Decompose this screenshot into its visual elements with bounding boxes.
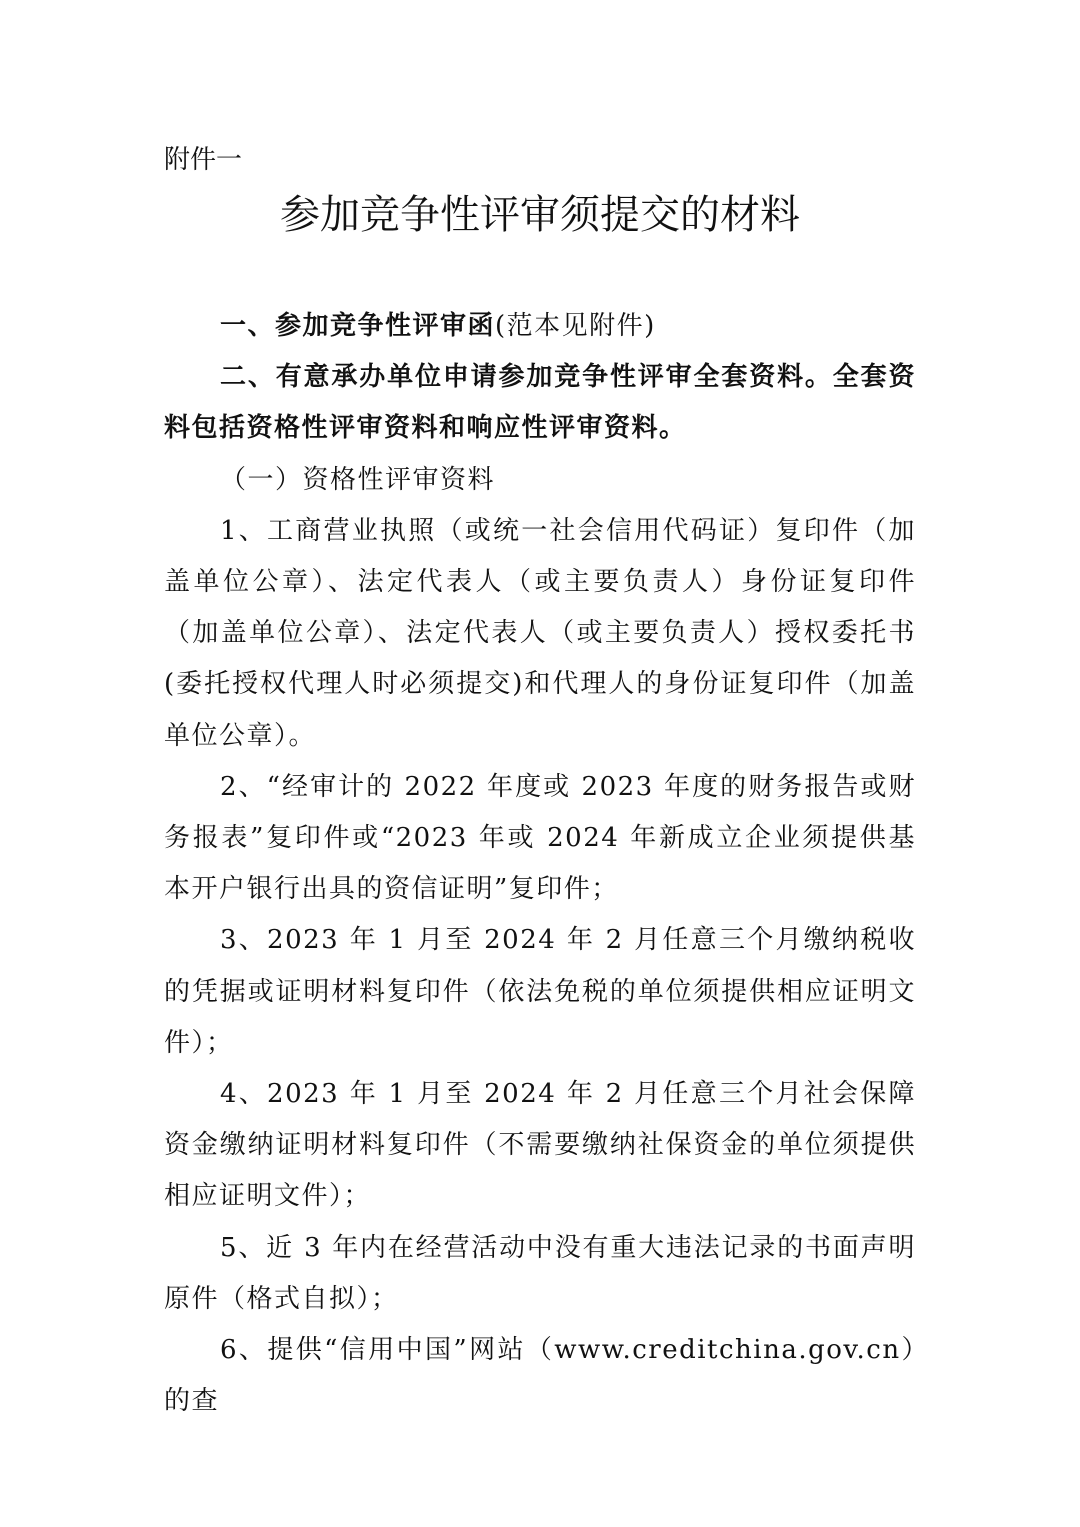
subsection-one-heading: （一）资格性评审资料 [220,464,496,495]
section-one-note: (范本见附件) [495,311,656,341]
item-paragraph-5: 5、近 3 年内在经营活动中没有重大违法记录的书面声明原件（格式自拟）； [164,1232,916,1314]
item-paragraph-6: 6、提供“信用中国”网站（www.creditchina.gov.cn）的查 [164,1335,916,1417]
document-body [164,301,916,1427]
section-one-paragraph [164,301,916,352]
attachment-label: 附件一 [164,145,243,175]
section-one-heading: 一、参加竞争性评审函 [220,311,496,341]
item-paragraph-3: 3、2023 年 1 月至 2024 年 2 月任意三个月缴纳税收的凭据或证明材料复印件（依法免税的单位须提供相应证明文件）； [164,925,916,1058]
section-two-paragraph: 二、有意承办单位申请参加竞争性评审全套资料。全套资料包括资格性评审资料和响应性评审资料。 [164,362,916,444]
item-paragraph-2: 2、“经审计的 2022 年度或 2023 年度的财务报告或财务报表”复印件或“2023 年或 2024 年新成立企业须提供基本开户银行出具的资信证明”复印件； [164,771,916,905]
item-paragraph-4: 4、2023 年 1 月至 2024 年 2 月任意三个月社会保障资金缴纳证明材料复印件（不需要缴纳社保资金的单位须提供相应证明文件）； [164,1079,916,1212]
item-paragraph-1: 1、工商营业执照（或统一社会信用代码证）复印件（加盖单位公章）、法定代表人（或主要负责人）身份证复印件（加盖单位公章）、法定代表人（或主要负责人）授权委托书(委托授权代理人时必须提交)和代理人的身份证复印件（加盖单位公章）。 [164,515,916,751]
document-title: 参加竞争性评审须提交的材料 [280,192,800,238]
